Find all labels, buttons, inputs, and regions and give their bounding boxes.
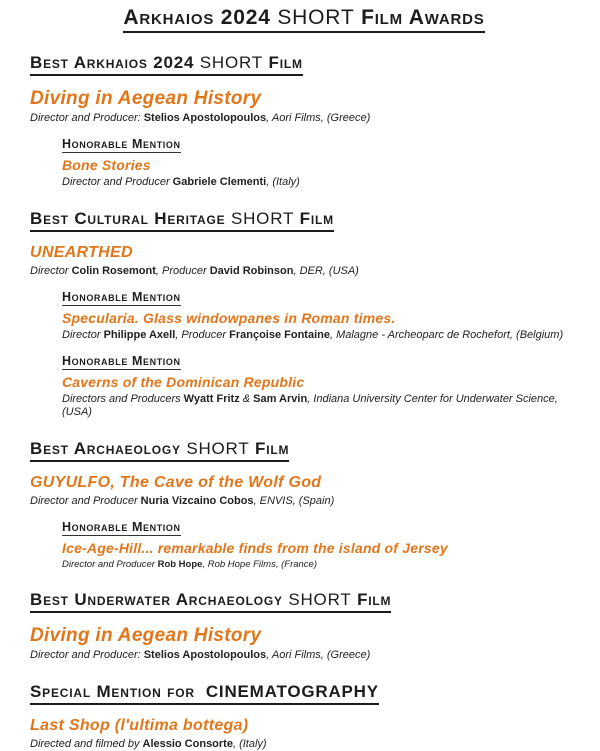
heading-segment: SHORT bbox=[186, 439, 250, 458]
honorable-mention bbox=[62, 288, 578, 342]
credits-segment: Directed and filmed by bbox=[30, 738, 143, 750]
credits-segment: Wyatt Fritz bbox=[183, 393, 240, 405]
honorable-mention-film-title: Bone Stories bbox=[62, 157, 151, 173]
credits-segment: , Rob Hope Films, (France) bbox=[202, 559, 317, 570]
award-section-best-cultural-heritage bbox=[30, 209, 578, 419]
credits-segment: Director and Producer bbox=[62, 176, 173, 188]
honorable-mention-film-title: Specularia. Glass windowpanes in Roman times. bbox=[62, 310, 396, 326]
credits-segment: Director and Producer: bbox=[30, 112, 144, 124]
heading-segment: SHORT bbox=[230, 209, 295, 228]
honorable-mention-film-title: Caverns of the Dominican Republic bbox=[62, 374, 305, 390]
credits-segment: , Aori Films, (Greece) bbox=[266, 112, 371, 124]
winner-credits bbox=[30, 649, 578, 662]
honorable-mention-label: Honorable Mention bbox=[62, 354, 181, 368]
section-heading bbox=[30, 590, 578, 613]
honorable-mention-label: Honorable Mention bbox=[62, 290, 181, 304]
credits-segment: , DER, (USA) bbox=[293, 265, 359, 277]
credits-segment: , Indiana University Center for Underwater Science, (USA) bbox=[62, 393, 558, 418]
credits-segment: Stelios Apostolopoulos bbox=[143, 112, 267, 124]
credits-segment: Director bbox=[30, 265, 72, 277]
section-heading-text bbox=[30, 53, 303, 76]
credits-segment: , Producer bbox=[175, 329, 230, 341]
honorable-mention bbox=[62, 135, 578, 189]
credits-segment: , (Italy) bbox=[232, 738, 267, 750]
credits-segment: Director and Producer: bbox=[30, 649, 144, 661]
section-heading bbox=[30, 439, 578, 462]
section-heading bbox=[30, 53, 578, 76]
credits-segment: Sam Arvin bbox=[253, 393, 308, 405]
heading-segment: Special Mention for CINEMATOGRAPHY bbox=[30, 682, 379, 701]
credits-segment: , ENVIS, (Spain) bbox=[253, 495, 335, 507]
heading-segment: SHORT bbox=[199, 53, 263, 72]
winner-film-title: GUYULFO, The Cave of the Wolf God bbox=[30, 474, 322, 491]
credits-segment: , Producer bbox=[155, 265, 210, 277]
section-heading-text bbox=[30, 590, 391, 613]
award-section-best-archaeology bbox=[30, 439, 578, 570]
winner-credits bbox=[30, 112, 578, 125]
honorable-mention bbox=[62, 518, 578, 570]
winner-film-title: UNEARTHED bbox=[30, 244, 133, 261]
section-heading-text bbox=[30, 209, 334, 232]
credits-segment: , Aori Films, (Greece) bbox=[266, 649, 371, 661]
credits-segment: Director and Producer bbox=[30, 495, 141, 507]
credits-segment: Gabriele Clementi bbox=[172, 176, 267, 188]
page-title bbox=[30, 6, 578, 33]
heading-segment: Film bbox=[249, 439, 290, 458]
title-segment: Film Awards bbox=[354, 6, 485, 29]
credits-segment: Philippe Axell bbox=[103, 329, 176, 341]
winner-credits bbox=[30, 495, 578, 508]
award-section-special-mention-cinematography bbox=[30, 682, 578, 751]
honorable-mention-credits bbox=[62, 393, 578, 419]
credits-segment: , (Italy) bbox=[266, 176, 300, 188]
page-title-text bbox=[123, 6, 484, 33]
credits-segment: Alessio Consorte bbox=[142, 738, 233, 750]
heading-segment: SHORT bbox=[288, 590, 352, 609]
winner-film-title: Last Shop (l'ultima bottega) bbox=[30, 717, 249, 734]
winner-film-title: Diving in Aegean History bbox=[30, 625, 262, 646]
heading-segment: Film bbox=[263, 53, 303, 72]
heading-segment: Best Archaeology bbox=[30, 439, 187, 458]
honorable-mention-credits bbox=[62, 176, 578, 189]
section-heading bbox=[30, 682, 578, 705]
credits-segment: Françoise Fontaine bbox=[229, 329, 330, 341]
honorable-mention-label: Honorable Mention bbox=[62, 137, 181, 151]
section-heading-text bbox=[30, 439, 289, 462]
honorable-mention bbox=[62, 352, 578, 419]
section-heading bbox=[30, 209, 578, 232]
title-segment: Arkhaios 2024 bbox=[123, 6, 278, 29]
credits-segment: Director bbox=[62, 329, 104, 341]
title-segment: SHORT bbox=[277, 6, 355, 29]
credits-segment: Nuria Vizcaino Cobos bbox=[140, 495, 254, 507]
honorable-mention-label: Honorable Mention bbox=[62, 520, 181, 534]
credits-segment: Colin Rosemont bbox=[71, 265, 156, 277]
credits-segment: David Robinson bbox=[209, 265, 294, 277]
honorable-mention-credits bbox=[62, 329, 578, 342]
heading-segment: Best Cultural Heritage bbox=[30, 209, 231, 228]
heading-segment: Best Underwater Archaeology bbox=[30, 590, 289, 609]
credits-segment: Rob Hope bbox=[157, 559, 203, 570]
credits-segment: Stelios Apostolopoulos bbox=[143, 649, 267, 661]
winner-credits bbox=[30, 265, 578, 278]
heading-segment: Best Arkhaios 2024 bbox=[30, 53, 200, 72]
heading-segment: Film bbox=[351, 590, 392, 609]
winner-film-title: Diving in Aegean History bbox=[30, 88, 262, 109]
award-section-best-underwater-archaeology bbox=[30, 590, 578, 662]
credits-segment: Director and Producer bbox=[62, 559, 158, 570]
award-section-best-arkhaios-film bbox=[30, 53, 578, 189]
section-heading-text bbox=[30, 682, 379, 705]
credits-segment: Directors and Producers bbox=[62, 393, 184, 405]
credits-segment: , Malagne - Archeoparc de Rochefort, (Belgium) bbox=[329, 329, 564, 341]
honorable-mention-film-title: Ice-Age-Hill... remarkable finds from the island of Jersey bbox=[62, 540, 448, 556]
credits-segment: & bbox=[239, 393, 254, 405]
heading-segment: Film bbox=[294, 209, 334, 228]
honorable-mention-credits bbox=[62, 559, 578, 570]
